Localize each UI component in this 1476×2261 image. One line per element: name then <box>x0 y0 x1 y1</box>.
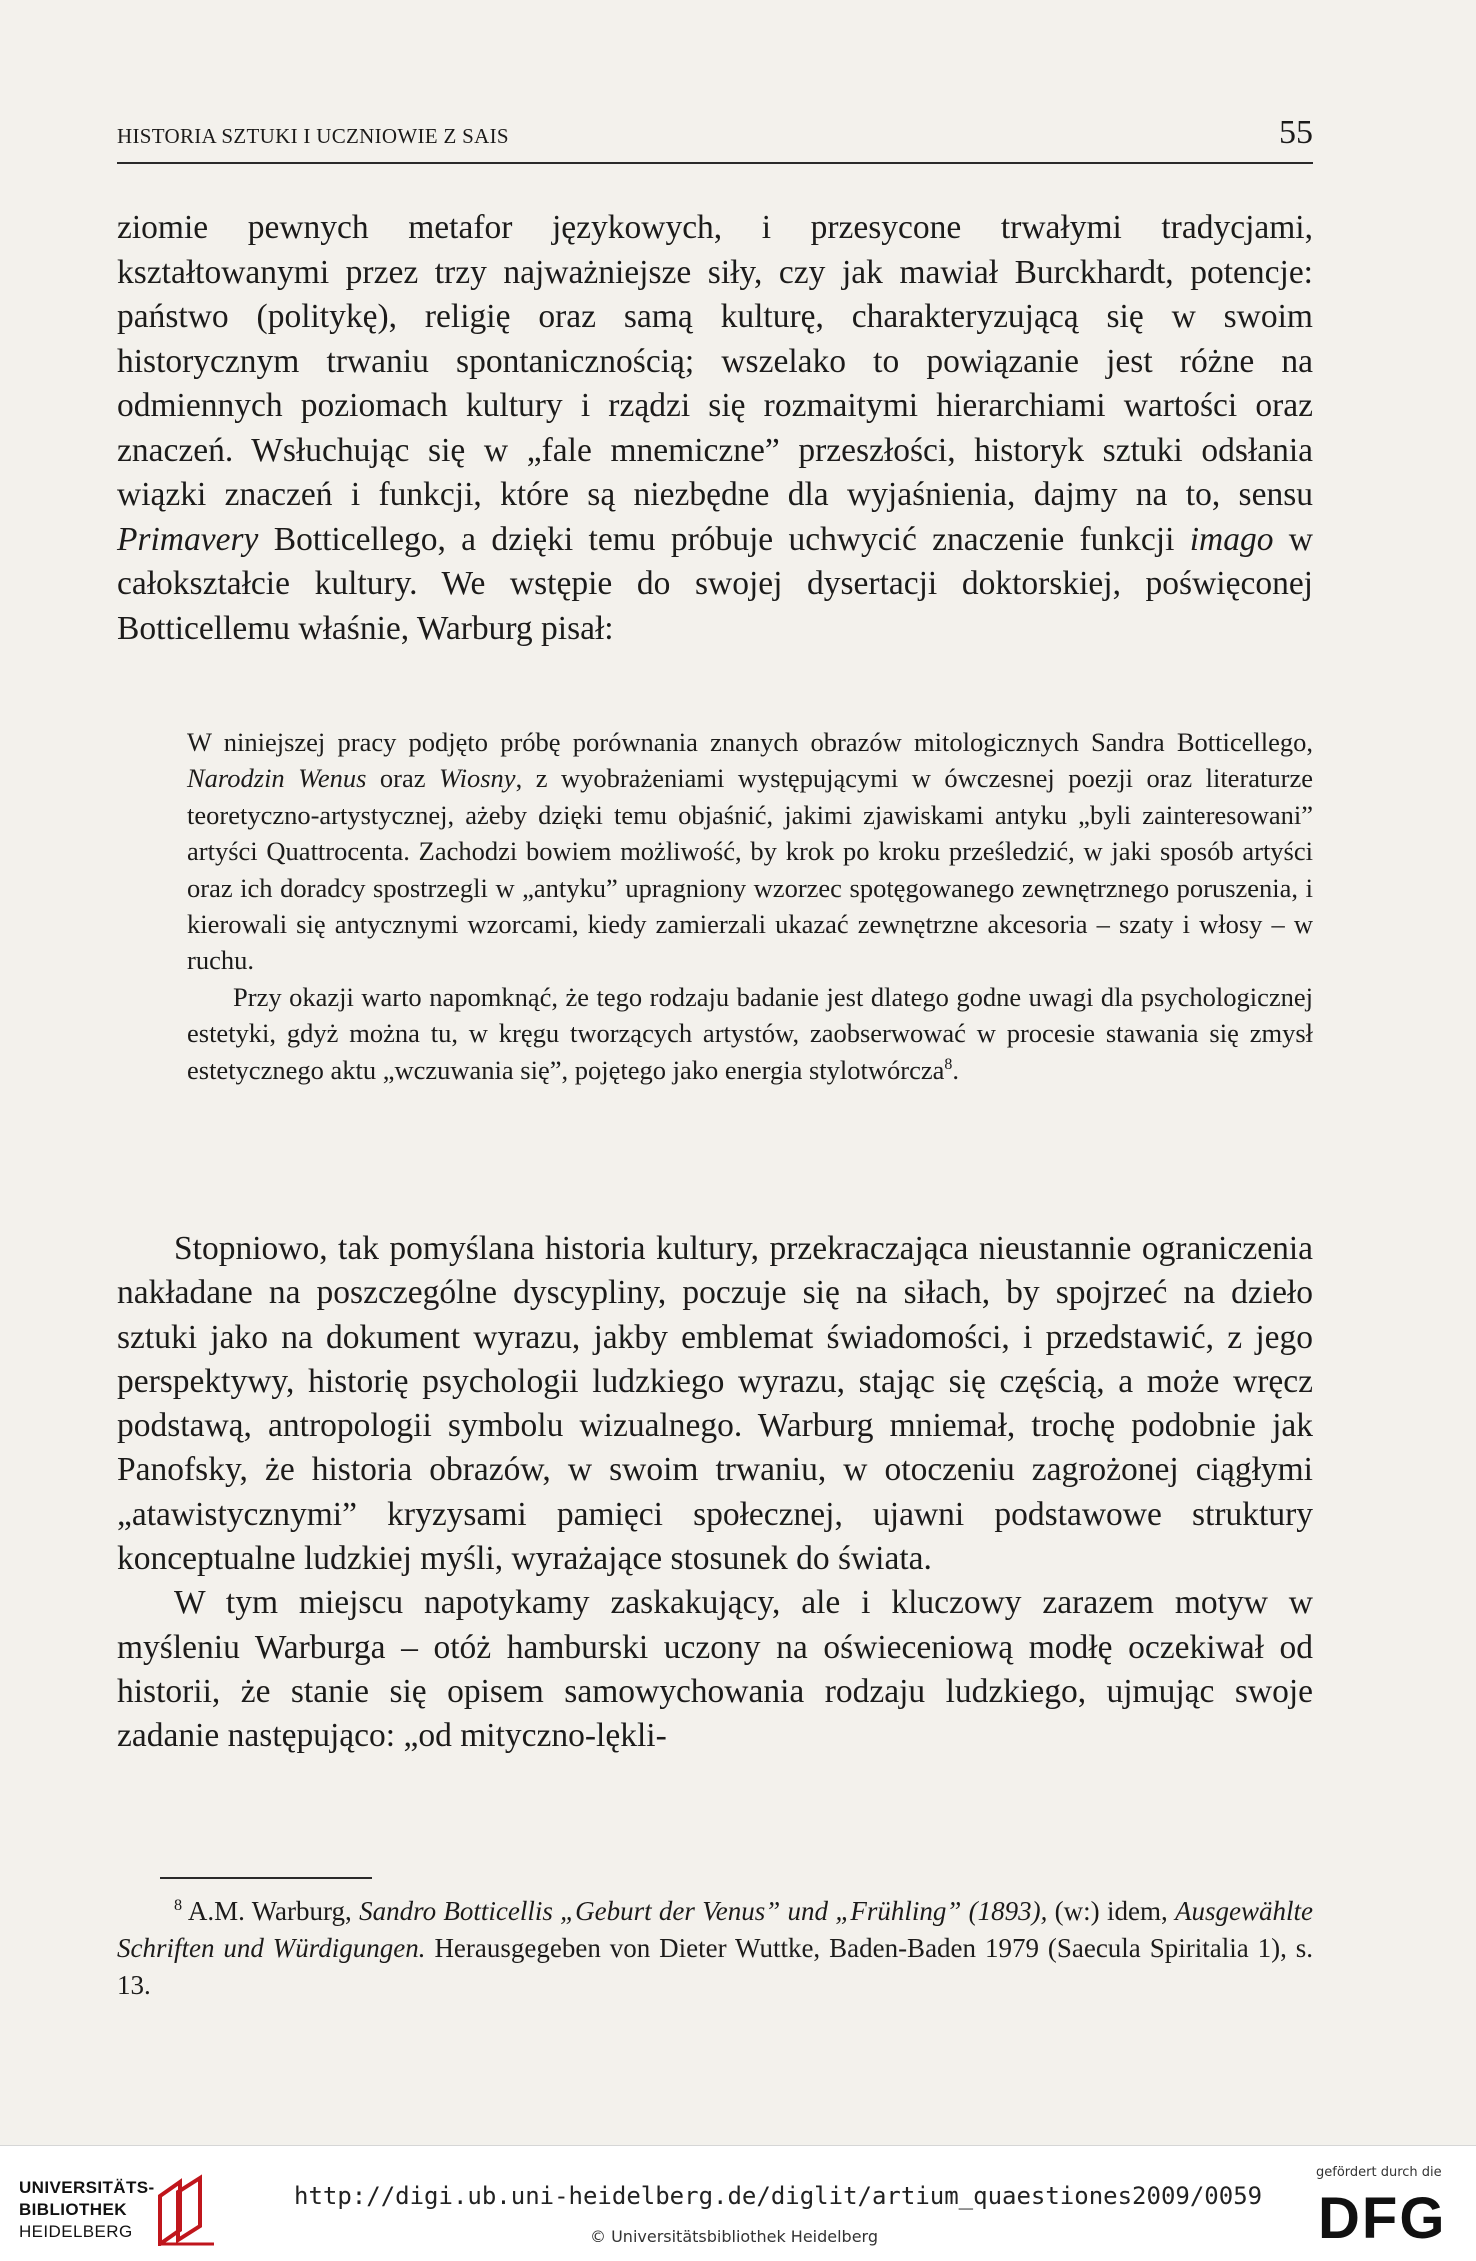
paragraph <box>117 206 1313 651</box>
italic-title: Sandro Botticellis „Geburt der Venus” und „Frühling” (1893), <box>359 1896 1048 1926</box>
text-run: Herausgegeben von Dieter Wuttke, Baden-Baden 1979 (Saecula Spiritalia 1), s. 13. <box>117 1933 1313 2000</box>
italic-title: Narodzin Wenus <box>187 763 367 794</box>
footnote-paragraph <box>117 1893 1313 2004</box>
text-run: A.M. Warburg, <box>182 1896 360 1926</box>
footnote <box>117 1893 1313 2004</box>
library-name-line1: UNIVERSITÄTS- <box>19 2178 155 2197</box>
text-run: ziomie pewnych metafor językowych, i przesycone trwałymi tradycjami, kształtowanymi przez trzy najważniejsze siły, czy jak mawiał Burckhardt, potencje: państwo (politykę), religię oraz samą kulturę, charakteryzującą się w swoim historycznym trwaniu spontanicznością; wszelako to powiązanie jest różne na odmiennych poziomach kultury i rządzi się rozmaitymi hierarchiami wartości oraz znaczeń. Wsłuchując się w „fale mnemiczne” przeszłości, historyk sztuki odsłania wiązki znaczeń i funkcji, które są niezbędne dla wyjaśnienia, dajmy na to, sensu <box>117 209 1313 513</box>
text-run: W tym miejscu napotykamy zaskakujący, ale i kluczowy zarazem motyw w myśleniu Warburga – otóż hamburski uczony na oświeceniową modłę oczekiwał od historii, że stanie się opisem samowychowania rodzaju ludzkiego, ujmując swoje zadanie następująco: „od mityczno-lękli- <box>117 1584 1313 1755</box>
paragraph <box>187 979 1313 1088</box>
italic-title: imago <box>1189 520 1274 558</box>
body-text-bottom <box>117 1227 1313 1759</box>
footnote-rule <box>160 1877 372 1879</box>
running-title: HISTORIA SZTUKI I UCZNIOWIE Z SAIS <box>117 124 509 148</box>
footnote-number: 8 <box>174 1896 183 1914</box>
text-run: oraz <box>366 763 440 794</box>
text-run: (w:) idem, <box>1047 1896 1175 1926</box>
library-name-line3: HEIDELBERG <box>19 2222 133 2241</box>
text-run: . <box>952 1054 959 1085</box>
sponsor-caption: gefördert durch die <box>1316 2165 1442 2180</box>
page-number: 55 <box>1279 114 1313 151</box>
text-run: Przy okazji warto napomknąć, że tego rodzaju badanie jest dlatego godne uwagi dla psychologicznej estetyki, gdyż można tu, w kręgu tworzących artystów, zaobserwować w procesie stawania się zmysł estetycznego aktu „wczuwania się”, pojętego jako energia stylotwórcza <box>187 981 1313 1085</box>
italic-title: Primavery <box>117 520 259 558</box>
text-run: , z wyobrażeniami występującymi w ówczesnej poezji oraz literaturze teoretyczno-artystycznej, ażeby dzięki temu objaśnić, jakimi zjawiskami antyku „byli zainteresowani” artyści Quattrocenta. Zachodzi bowiem możliwość, by krok po kroku prześledzić, w jaki sposób artyści oraz ich doradcy spostrzegli w „antyku” upragniony wzorzec spotęgowanego zewnętrznego poruszenia, i kierowali się antycznymi wzorcami, kiedy zamierzali ukazać zewnętrzne akcesoria – szaty i włosy – w ruchu. <box>187 763 1313 976</box>
footnote-text <box>117 1896 1313 2000</box>
paragraph <box>187 724 1313 979</box>
paragraph <box>117 1581 1313 1758</box>
text-run: w całokształcie kultury. We wstępie do swojej dysertacji doktorskiej, poświęconej Botticellemu właśnie, Warburg pisał: <box>117 520 1313 647</box>
text-run: W niniejszej pracy podjęto próbę porównania znanych obrazów mitologicznych Sandra Botticellego, <box>187 727 1313 757</box>
library-name-line2: BIBLIOTHEK <box>19 2200 127 2219</box>
italic-title: Ausgewählte Schriften und Würdigungen. <box>117 1896 1313 1963</box>
text-run: Botticellego, a dzięki temu próbuje uchwycić znaczenie funkcji <box>258 520 1190 558</box>
italic-title: Wiosny <box>439 763 516 794</box>
dfg-logo-icon[interactable] <box>1318 2186 1458 2246</box>
body-text-top <box>117 206 1313 651</box>
footnote-reference[interactable]: 8 <box>944 1055 953 1073</box>
text-run: Stopniowo, tak pomyślana historia kultury, przekraczająca nieustannie ograniczenia nakładane na poszczególne dyscypliny, poczuje się na siłach, by spojrzeć na dzieło sztuki jako na dokument wyrazu, jakby emblemat świadomości, i przedstawić, z jego perspektywy, historię psychologii ludzkiego wyrazu, stając się częścią, a może wręcz podstawą, antropologii symbolu wizualnego. Warburg mniemał, trochę podobnie jak Panofsky, że historia obrazów, w swoim trwaniu, w otoczeniu zagrożonej ciągłymi „atawistycznymi” kryzysami pamięci społecznej, ujawni podstawowe struktury konceptualne ludzkiej myśli, wyrażające stosunek do świata. <box>117 1230 1313 1578</box>
dfg-logo-text: DFG <box>1318 2186 1447 2246</box>
digitization-footer <box>0 2145 1476 2261</box>
university-library-logo[interactable] <box>19 2174 219 2246</box>
paragraph <box>117 1227 1313 1581</box>
permalink-url[interactable]: http://digi.ub.uni-heidelberg.de/diglit/artium_quaestiones2009/0059 <box>294 2182 1263 2210</box>
running-head <box>117 114 1313 164</box>
copyright-notice: © Universitätsbibliothek Heidelberg <box>590 2227 879 2246</box>
block-quote <box>187 724 1313 1088</box>
library-emblem-icon <box>154 2174 220 2246</box>
